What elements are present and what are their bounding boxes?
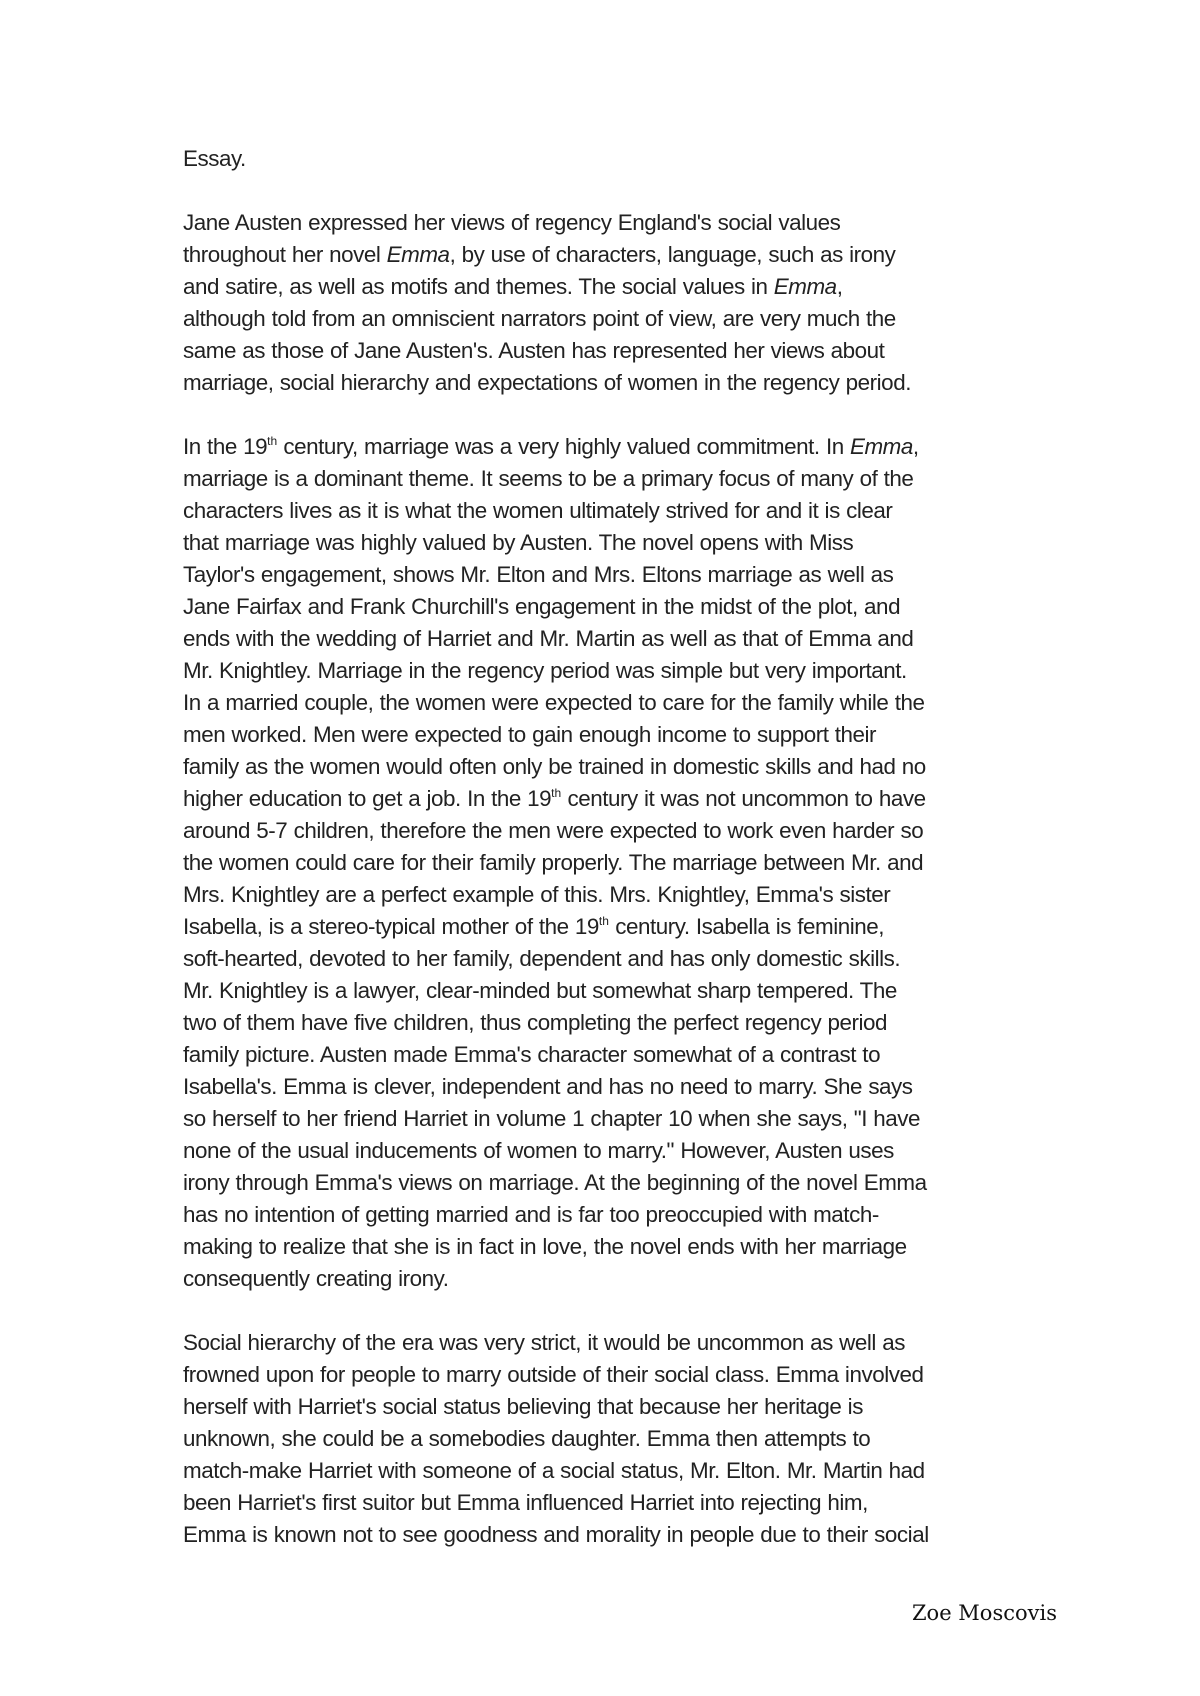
essay-paragraphs	[183, 207, 1033, 1551]
text-run: Isabella, is a stereo-typical mother of the 19	[183, 914, 599, 939]
text-line	[183, 271, 1033, 303]
text-run: herself with Harriet's social status believing that because her heritage is	[183, 1394, 863, 1419]
text-run: marriage is a dominant theme. It seems to be a primary focus of many of the	[183, 466, 914, 491]
italic-title: Emma	[386, 242, 450, 267]
text-run: Mr. Knightley. Marriage in the regency period was simple but very important.	[183, 658, 907, 683]
text-run: none of the usual inducements of women to marry." However, Austen uses	[183, 1138, 894, 1163]
text-line	[183, 559, 1033, 591]
ordinal-suffix: th	[267, 434, 278, 448]
text-run: Jane Fairfax and Frank Churchill's engagement in the midst of the plot, and	[183, 594, 901, 619]
text-line	[183, 1487, 1033, 1519]
text-run: Emma is known not to see goodness and morality in people due to their social	[183, 1522, 929, 1547]
text-line	[183, 303, 1033, 335]
text-line	[183, 1071, 1033, 1103]
ordinal-suffix: th	[598, 914, 609, 928]
text-run: Jane Austen expressed her views of regency England's social values	[183, 210, 841, 235]
text-run: so herself to her friend Harriet in volume 1 chapter 10 when she says, "I have	[183, 1106, 921, 1131]
text-line	[183, 1327, 1033, 1359]
text-line	[183, 1423, 1033, 1455]
text-line	[183, 463, 1033, 495]
text-line	[183, 495, 1033, 527]
ordinal-suffix: th	[551, 786, 562, 800]
text-run: century it was not uncommon to have	[561, 786, 926, 811]
text-line	[183, 1167, 1033, 1199]
text-line	[183, 751, 1033, 783]
text-line	[183, 207, 1033, 239]
text-run: Isabella's. Emma is clever, independent and has no need to marry. She says	[183, 1074, 913, 1099]
essay-body	[183, 143, 1033, 1551]
text-line	[183, 1103, 1033, 1135]
text-line	[183, 783, 1033, 815]
essay-paragraph	[183, 1327, 1033, 1551]
paragraph-spacer	[183, 399, 1033, 431]
text-run: match-make Harriet with someone of a social status, Mr. Elton. Mr. Martin had	[183, 1458, 925, 1483]
text-run: the women could care for their family properly. The marriage between Mr. and	[183, 850, 924, 875]
essay-paragraph	[183, 207, 1033, 399]
text-run: consequently creating irony.	[183, 1266, 449, 1291]
text-run: that marriage was highly valued by Austen. The novel opens with Miss	[183, 530, 854, 555]
text-run: , by use of characters, language, such as irony	[449, 242, 896, 267]
italic-title: Emma	[850, 434, 913, 459]
text-line	[183, 239, 1033, 271]
text-line	[183, 975, 1033, 1007]
text-line	[183, 1391, 1033, 1423]
text-line	[183, 1007, 1033, 1039]
text-run: men worked. Men were expected to gain enough income to support their	[183, 722, 877, 747]
text-run: Social hierarchy of the era was very strict, it would be uncommon as well as	[183, 1330, 905, 1355]
text-line	[183, 655, 1033, 687]
text-run: irony through Emma's views on marriage. At the beginning of the novel Emma	[183, 1170, 927, 1195]
text-run: ,	[836, 274, 843, 299]
text-run: has no intention of getting married and is far too preoccupied with match-	[183, 1202, 879, 1227]
text-run: Mrs. Knightley are a perfect example of this. Mrs. Knightley, Emma's sister	[183, 882, 891, 907]
text-line	[183, 431, 1033, 463]
text-line	[183, 1455, 1033, 1487]
author-name: Zoe Moscovis	[911, 1601, 1057, 1625]
text-line	[183, 1135, 1033, 1167]
text-line	[183, 687, 1033, 719]
text-run: making to realize that she is in fact in love, the novel ends with her marriage	[183, 1234, 907, 1259]
text-run: although told from an omniscient narrators point of view, are very much the	[183, 306, 896, 331]
text-line	[183, 879, 1033, 911]
text-run: and satire, as well as motifs and themes. The social values in	[183, 274, 774, 299]
text-line	[183, 1231, 1033, 1263]
text-line	[183, 911, 1033, 943]
text-run: around 5-7 children, therefore the men were expected to work even harder so	[183, 818, 924, 843]
text-line	[183, 943, 1033, 975]
text-line	[183, 1263, 1033, 1295]
paragraph-spacer	[183, 1295, 1033, 1327]
text-run: In a married couple, the women were expected to care for the family while the	[183, 690, 925, 715]
text-line	[183, 719, 1033, 751]
text-run: been Harriet's first suitor but Emma influenced Harriet into rejecting him,	[183, 1490, 868, 1515]
text-run: same as those of Jane Austen's. Austen has represented her views about	[183, 338, 885, 363]
text-run: characters lives as it is what the women ultimately strived for and it is clear	[183, 498, 893, 523]
italic-title: Emma	[773, 274, 837, 299]
text-line	[183, 527, 1033, 559]
text-line	[183, 815, 1033, 847]
text-line	[183, 1039, 1033, 1071]
essay-paragraph	[183, 431, 1033, 1295]
text-line	[183, 1199, 1033, 1231]
text-run: century. Isabella is feminine,	[608, 914, 885, 939]
text-line	[183, 623, 1033, 655]
text-line	[183, 1359, 1033, 1391]
text-run: family as the women would often only be trained in domestic skills and had no	[183, 754, 926, 779]
text-run: century, marriage was a very highly valued commitment. In	[277, 434, 850, 459]
text-run: frowned upon for people to marry outside of their social class. Emma involved	[183, 1362, 924, 1387]
text-run: Mr. Knightley is a lawyer, clear-minded but somewhat sharp tempered. The	[183, 978, 897, 1003]
essay-heading: Essay.	[183, 146, 246, 171]
text-run: soft-hearted, devoted to her family, dependent and has only domestic skills.	[183, 946, 901, 971]
text-run: throughout her novel	[183, 242, 387, 267]
text-line	[183, 335, 1033, 367]
text-line	[183, 591, 1033, 623]
text-run: marriage, social hierarchy and expectations of women in the regency period.	[183, 370, 911, 395]
text-run: Taylor's engagement, shows Mr. Elton and Mrs. Eltons marriage as well as	[183, 562, 894, 587]
text-run: two of them have five children, thus completing the perfect regency period	[183, 1010, 888, 1035]
text-run: higher education to get a job. In the 19	[183, 786, 552, 811]
text-run: family picture. Austen made Emma's character somewhat of a contrast to	[183, 1042, 881, 1067]
text-run: ends with the wedding of Harriet and Mr. Martin as well as that of Emma and	[183, 626, 914, 651]
text-line	[183, 367, 1033, 399]
text-run: ,	[912, 434, 919, 459]
text-run: unknown, she could be a somebodies daughter. Emma then attempts to	[183, 1426, 871, 1451]
text-line	[183, 1519, 1033, 1551]
paragraph-spacer	[183, 175, 1033, 207]
text-line	[183, 847, 1033, 879]
text-run: In the 19	[183, 434, 268, 459]
